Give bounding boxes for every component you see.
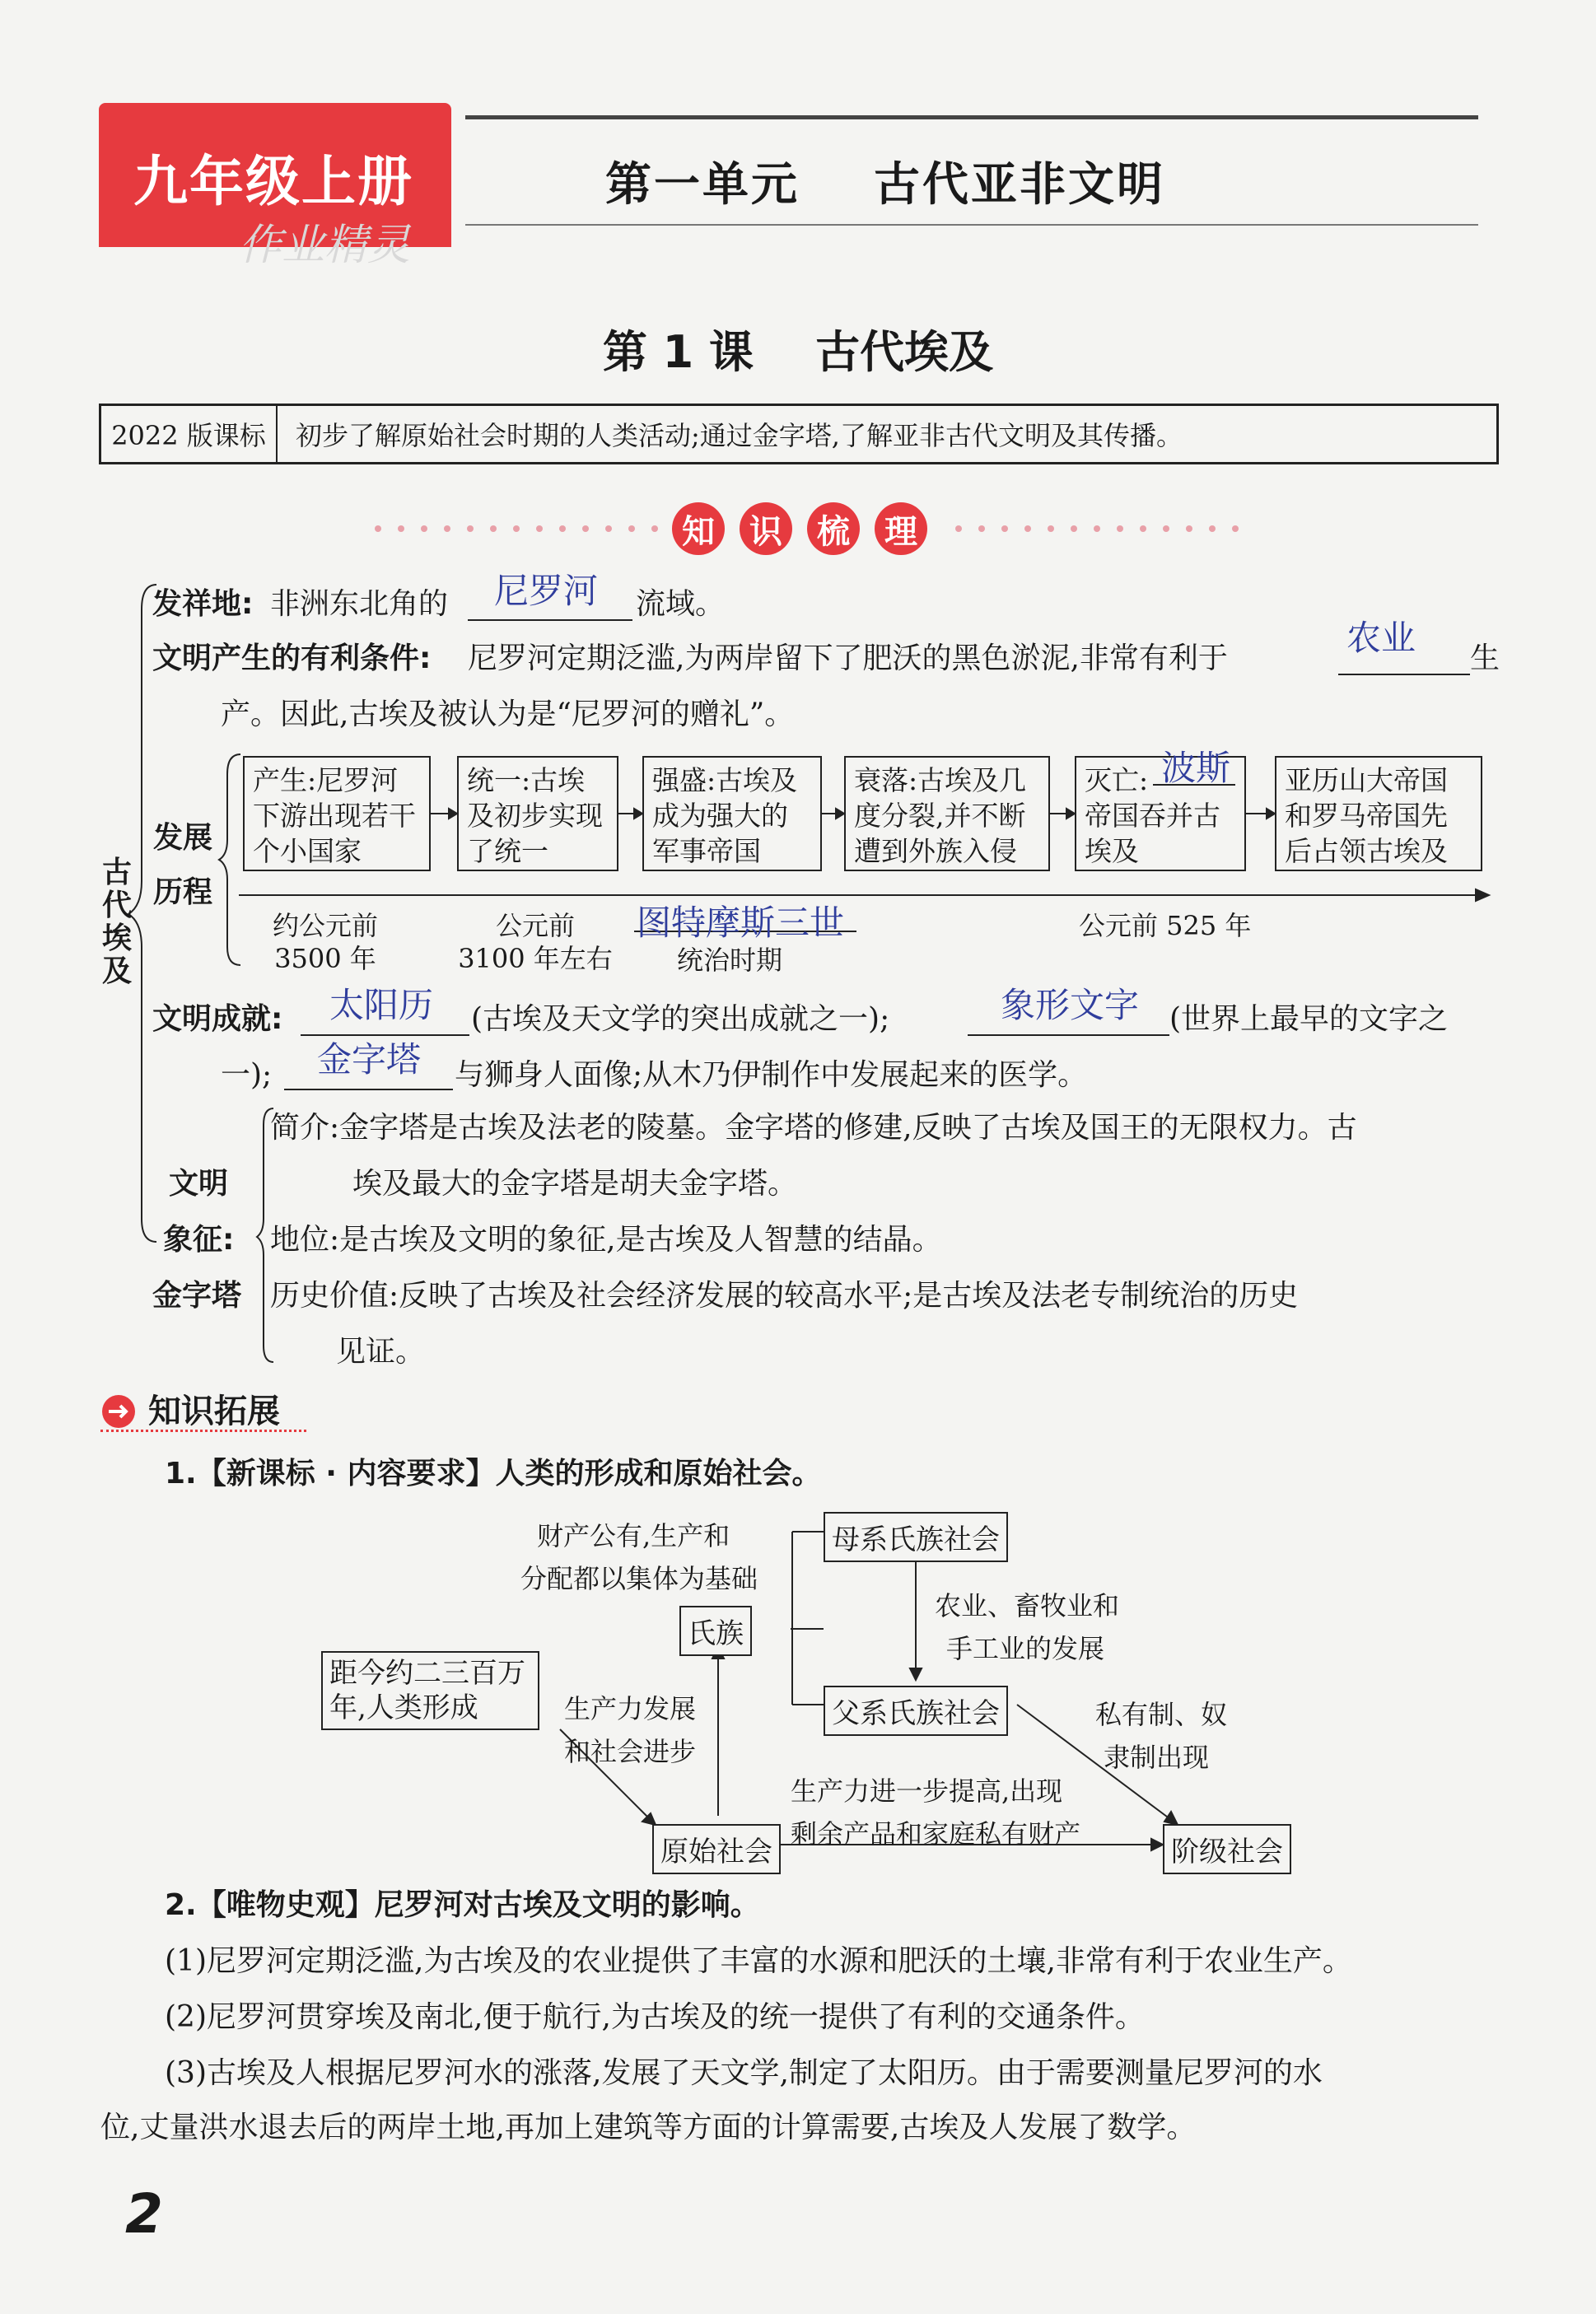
private-note: 私有制、奴 隶制出现 bbox=[1095, 1699, 1228, 1773]
conditions-text-3: 产。因此,古埃及被认为是“尼罗河的赠礼”。 bbox=[221, 697, 795, 731]
achievements-label: 文明成就: bbox=[152, 1002, 283, 1036]
lesson-title: 第 1 课 古代埃及 bbox=[602, 326, 994, 378]
item2-heading: 2.【唯物史观】尼罗河对古埃及文明的影响。 bbox=[165, 1888, 760, 1922]
timeline-label: 公元前 3100 年左右 bbox=[458, 910, 613, 974]
birthplace-label: 发祥地: bbox=[152, 587, 254, 621]
stage-box: 灭亡: 帝国吞并古 埃及 bbox=[1075, 756, 1246, 871]
watermark: 作业精灵 bbox=[239, 221, 411, 270]
birthplace-suffix: 流域。 bbox=[636, 587, 726, 621]
standard-text: 初步了解原始社会时期的人类活动;通过金字塔,了解亚非古代文明及其传播。 bbox=[296, 420, 1183, 451]
standard-label: 2022 版课标 bbox=[101, 406, 278, 462]
achievements-text-3: 一); bbox=[221, 1058, 273, 1092]
answer-pyramid: 金字塔 bbox=[317, 1039, 422, 1080]
answer-agriculture: 农业 bbox=[1346, 618, 1416, 658]
history-label-2: 历程 bbox=[153, 875, 213, 909]
heading-char-1: 知 bbox=[672, 502, 725, 555]
answer-thutmose: 图特摩斯三世 bbox=[637, 903, 845, 943]
patriarchal-box: 父系氏族社会 bbox=[824, 1686, 1008, 1736]
pyramid-intro-2: 埃及最大的金字塔是胡夫金字塔。 bbox=[352, 1167, 798, 1201]
stage-box: 统一:古埃 及初步实现 了统一 bbox=[457, 756, 618, 871]
stage-box: 衰落:古埃及几 度分裂,并不断 遭到外族入侵 bbox=[844, 756, 1050, 871]
stage-box: 强盛:古埃及 成为强大的 军事帝国 bbox=[642, 756, 822, 871]
heading-char-3: 梳 bbox=[807, 502, 860, 555]
pyramid-label-1: 文明 bbox=[169, 1167, 229, 1201]
item2-point-1: (1)尼罗河定期泛滥,为古埃及的农业提供了丰富的水源和肥沃的土壤,非常有利于农业生产。 bbox=[165, 1944, 1352, 1978]
unit-title: 第一单元 古代亚非文明 bbox=[605, 158, 1165, 212]
surplus-note: 生产力进一步提高,出现 剩余产品和家庭私有财产 bbox=[791, 1775, 1081, 1850]
item1-heading: 1.【新课标 · 内容要求】人类的形成和原始社会。 bbox=[165, 1457, 822, 1491]
answer-nile: 尼罗河 bbox=[494, 571, 599, 611]
conditions-text-2: 生 bbox=[1470, 641, 1500, 675]
history-label-1: 发展 bbox=[153, 821, 213, 855]
answer-solar-calendar: 太阳历 bbox=[329, 985, 434, 1025]
pyramid-value-2: 见证。 bbox=[336, 1335, 426, 1369]
birthplace-prefix: 非洲东北角的 bbox=[270, 587, 449, 621]
grade-label: 九年级上册 bbox=[133, 150, 413, 213]
extension-title: 知识拓展 bbox=[148, 1393, 280, 1430]
pyramid-label-3: 金字塔 bbox=[152, 1279, 242, 1313]
side-label: 古代埃及 bbox=[102, 856, 133, 988]
item2-point-3: (3)古埃及人根据尼罗河水的涨落,发展了天文学,制定了太阳历。由于需要测量尼罗河的水 bbox=[165, 2056, 1323, 2090]
development-note: 农业、畜牧业和 手工业的发展 bbox=[935, 1590, 1120, 1664]
heading-char-4: 理 bbox=[875, 502, 927, 555]
matriarchal-box: 母系氏族社会 bbox=[824, 1512, 1008, 1562]
pyramid-status: 地位:是古埃及文明的象征,是古埃及人智慧的结晶。 bbox=[270, 1223, 942, 1257]
timeline-label: 统治时期 bbox=[677, 945, 783, 976]
primitive-society-box: 原始社会 bbox=[652, 1824, 781, 1874]
answer-persia: 波斯 bbox=[1161, 748, 1231, 788]
class-society-box: 阶级社会 bbox=[1163, 1824, 1291, 1874]
pyramid-label-2: 象征: bbox=[163, 1223, 235, 1257]
productivity-note: 生产力发展 和社会进步 bbox=[564, 1693, 697, 1767]
item2-point-2: (2)尼罗河贯穿埃及南北,便于航行,为古埃及的统一提供了有利的交通条件。 bbox=[165, 2000, 1145, 2034]
achievements-text-2: (世界上最早的文字之 bbox=[1169, 1002, 1449, 1036]
origin-box: 距今约二三百万 年,人类形成 bbox=[321, 1651, 539, 1730]
timeline-label: 公元前 525 年 bbox=[1079, 910, 1252, 941]
conditions-label: 文明产生的有利条件: bbox=[152, 641, 432, 675]
pyramid-intro: 简介:金字塔是古埃及法老的陵墓。金字塔的修建,反映了古埃及国王的无限权力。古 bbox=[270, 1111, 1357, 1145]
pyramid-value: 历史价值:反映了古埃及社会经济发展的较高水平;是古埃及法老专制统治的历史 bbox=[270, 1279, 1299, 1313]
clan-note: 财产公有,生产和 分配都以集体为基础 bbox=[520, 1520, 758, 1594]
answer-hieroglyphs: 象形文字 bbox=[1001, 985, 1140, 1025]
achievements-text-4: 与狮身人面像;从木乃伊制作中发展起来的医学。 bbox=[455, 1058, 1088, 1092]
conditions-text: 尼罗河定期泛滥,为两岸留下了肥沃的黑色淤泥,非常有利于 bbox=[468, 641, 1228, 675]
heading-char-2: 识 bbox=[740, 502, 792, 555]
stage-box: 亚历山大帝国 和罗马帝国先 后占领古埃及 bbox=[1275, 756, 1482, 871]
clan-box: 氏族 bbox=[679, 1606, 752, 1656]
timeline-label: 约公元前 3500 年 bbox=[272, 910, 378, 974]
item2-point-3-cont: 位,丈量洪水退去后的两岸土地,再加上建筑等方面的计算需要,古埃及人发展了数学。 bbox=[100, 2111, 1197, 2144]
achievements-text-1: (古埃及天文学的突出成就之一); bbox=[471, 1002, 890, 1036]
page-number: 2 bbox=[125, 2182, 163, 2246]
stage-box: 产生:尼罗河 下游出现若干 个小国家 bbox=[243, 756, 431, 871]
